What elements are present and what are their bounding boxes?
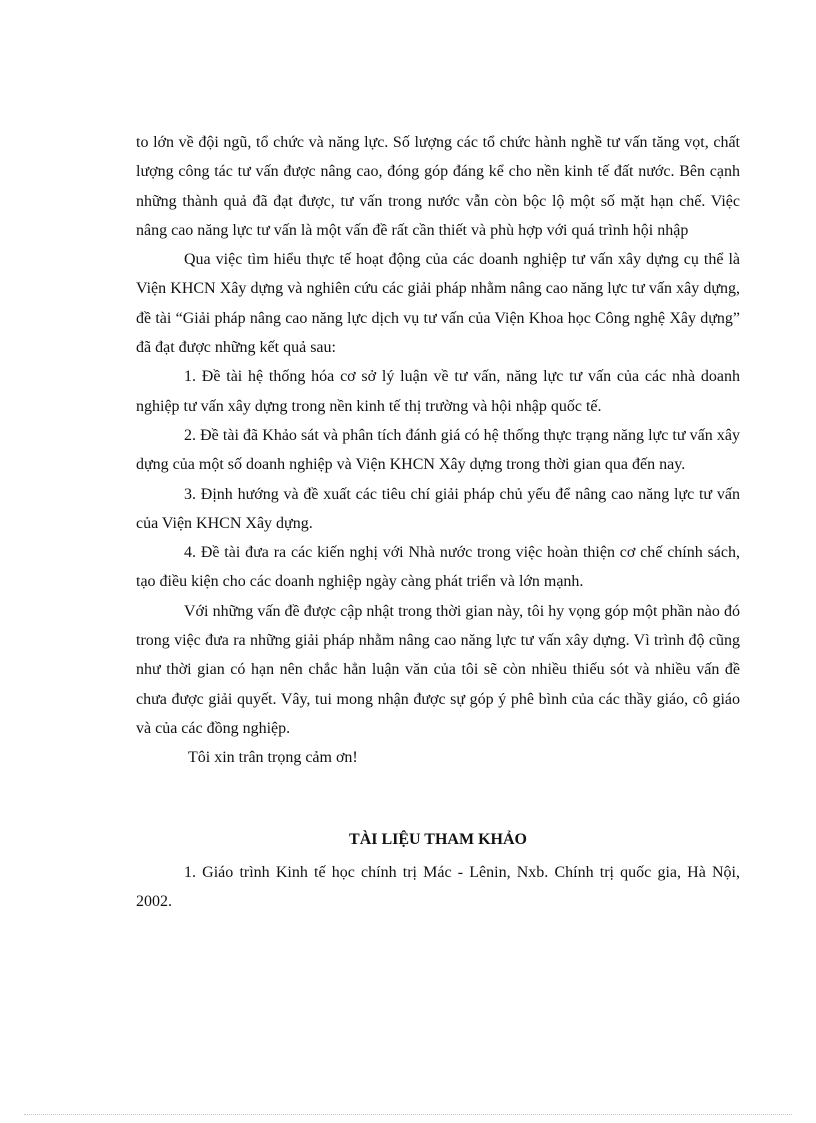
reference-item-1: 1. Giáo trình Kinh tế học chính trị Mác - Lênin, Nxb. Chính trị quốc gia, Hà Nội, 2002. <box>136 863 740 911</box>
references-heading: TÀI LIỆU THAM KHẢO <box>349 830 527 848</box>
result-item-1: 1. Đề tài hệ thống hóa cơ sở lý luận về tư vấn, năng lực tư vấn của các nhà doanh nghiệp tư vấn xây dựng trong nền kinh tế thị trường và hội nhập quốc tế. <box>136 368 740 415</box>
page-bottom-divider <box>24 1114 792 1115</box>
result-item-3: 3. Định hướng và đề xuất các tiêu chí giải pháp chủ yếu để nâng cao năng lực tư vấn của Viện KHCN Xây dựng. <box>136 485 740 532</box>
paragraph-summary: Qua việc tìm hiểu thực tế hoạt động của các doanh nghiệp tư vấn xây dựng cụ thể là Viện KHCN Xây dựng và nghiên cứu các giải pháp nhằm nâng cao năng lực tư vấn xây dựng, đề tài “Giải pháp nâng cao năng lực dịch vụ tư vấn của Viện Khoa học Công nghệ Xây dựng” đã đạt được những kết quả sau: <box>136 251 740 357</box>
thanks-line: Tôi xin trân trọng cảm ơn! <box>188 749 358 767</box>
result-item-4: 4. Đề tài đưa ra các kiến nghị với Nhà nước trong việc hoàn thiện cơ chế chính sách, tạo điều kiện cho các doanh nghiệp ngày càng phát triển và lớn mạnh. <box>136 544 740 591</box>
page-body <box>136 128 740 916</box>
result-item-2: 2. Đề tài đã Khảo sát và phân tích đánh giá có hệ thống thực trạng năng lực tư vấn xây dựng của một số doanh nghiệp và Viện KHCN Xây dựng trong thời gian qua đến nay. <box>136 426 740 474</box>
paragraph-intro: to lớn về đội ngũ, tổ chức và năng lực. Số lượng các tổ chức hành nghề tư vấn tăng vọt, chất lượng công tác tư vấn được nâng cao, đóng góp đáng kể cho nền kinh tế đất nước. Bên cạnh những thành quả đã đạt được, tư vấn trong nước vẫn còn bộc lộ một số mặt hạn chế. Việc nâng cao năng lực tư vấn là một vấn đề rất cần thiết và phù hợp với quá trình hội nhập <box>136 134 740 239</box>
paragraph-closing: Với những vấn đề được cập nhật trong thời gian này, tôi hy vọng góp một phần nào đó trong việc đưa ra những giải pháp nhằm nâng cao năng lực tư vấn xây dựng. Vì trình độ cũng như thời gian có hạn nên chắc hẳn luận văn của tôi sẽ còn nhiều thiếu sót và nhiều vấn đề chưa được giải quyết. Vây, tui mong nhận được sự góp ý phê bình của các thầy giáo, cô giáo và của các đồng nghiệp. <box>136 602 740 737</box>
